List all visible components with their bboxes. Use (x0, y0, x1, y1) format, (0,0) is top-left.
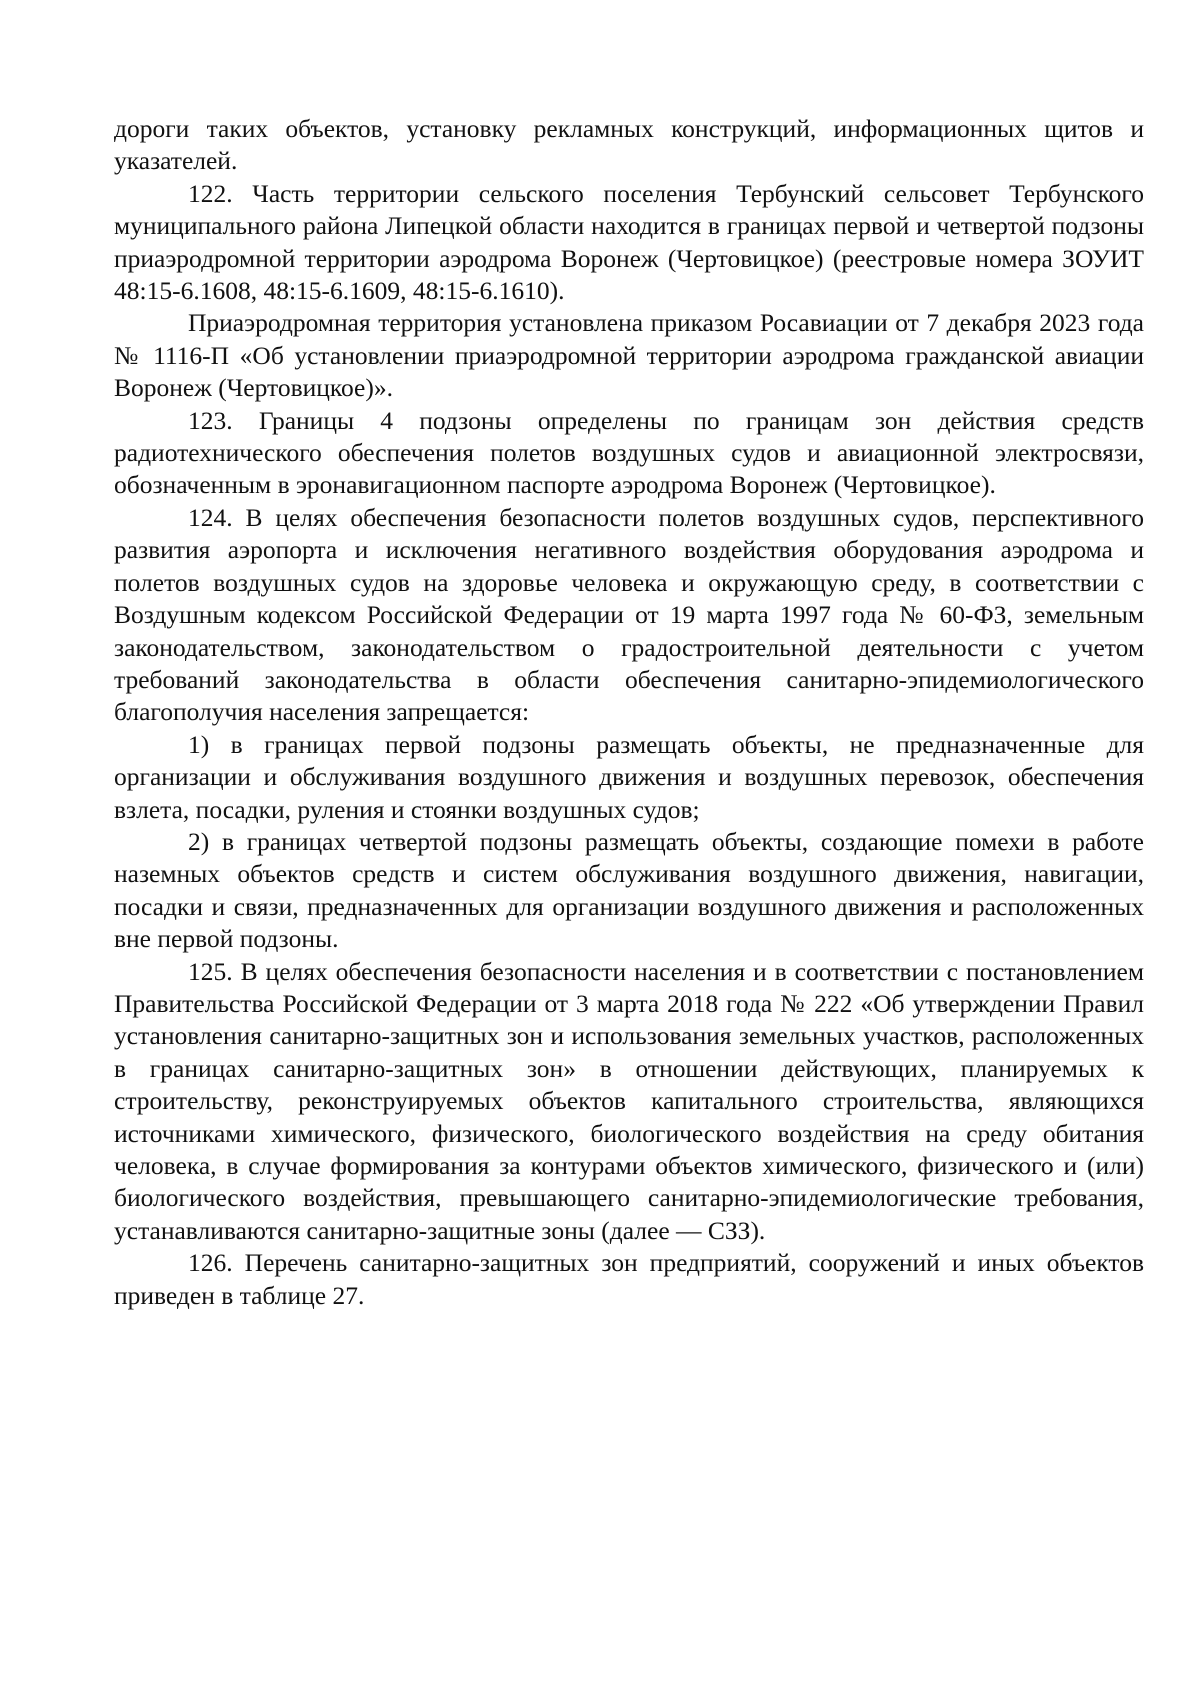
paragraph-124-item-1: 1) в границах первой подзоны размещать объекты, не предназначенные для организации и обслуживания воздушного движения и воздушных перевозок, обеспечения взлета, посадки, руления и стоянки воздушных судов; (114, 729, 1144, 824)
paragraph-continuation: дороги таких объектов, установку рекламных конструкций, информационных щитов и указателей. (114, 114, 1144, 176)
paragraph-122-order: Приаэродромная территория установлена приказом Росавиации от 7 декабря 2023 года № 1116-П «Об установлении приаэродромной территории аэродрома гражданской авиации Воронеж (Чертовицкое)». (114, 308, 1144, 403)
paragraph-126: 126. Перечень санитарно-защитных зон предприятий, сооружений и иных объектов приведен в таблице 27. (114, 1248, 1144, 1310)
paragraph-124-item-2: 2) в границах четвертой подзоны размещать объекты, создающие помехи в работе наземных объектов средств и систем обслуживания воздушного движения, навигации, посадки и связи, предназначенных для организации воздушного движения и расположенных вне первой подзоны. (114, 826, 1144, 954)
document-body (114, 113, 1144, 1312)
paragraph-125: 125. В целях обеспечения безопасности населения и в соответствии с постановлением Правительства Российской Федерации от 3 марта 2018 года № 222 «Об утверждении Правил установления санитарно-защитных зон и использования земельных участков, расположенных в границах санитарно-защитных зон» в отношении действующих, планируемых к строительству, реконструируемых объектов капитального строительства, являющихся источниками химического, физического, биологического воздействия на среду обитания человека, в случае формирования за контурами объектов химического, физического и (или) биологического воздействия, превышающего санитарно-эпидемиологические требования, устанавливаются санитарно-защитные зоны (далее — СЗЗ). (114, 956, 1144, 1245)
paragraph-124: 124. В целях обеспечения безопасности полетов воздушных судов, перспективного развития аэропорта и исключения негативного воздействия оборудования аэродрома и полетов воздушных судов на здоровье человека и окружающую среду, в соответствии с Воздушным кодексом Российской Федерации от 19 марта 1997 года № 60-ФЗ, земельным законодательством, законодательством о градостроительной деятельности с учетом требований законодательства в области обеспечения санитарно-эпидемиологического благополучия населения запрещается: (114, 502, 1144, 727)
paragraph-123: 123. Границы 4 подзоны определены по границам зон действия средств радиотехнического обеспечения полетов воздушных судов и авиационной электросвязи, обозначенным в эронавигационном паспорте аэродрома Воронеж (Чертовицкое). (114, 405, 1144, 500)
paragraph-122: 122. Часть территории сельского поселения Тербунский сельсовет Тербунского муниципального района Липецкой области находится в границах первой и четвертой подзоны приаэродромной территории аэродрома Воронеж (Чертовицкое) (реестровые номера ЗОУИТ 48:15-6.1608, 48:15-6.1609, 48:15-6.1610). (114, 178, 1144, 306)
